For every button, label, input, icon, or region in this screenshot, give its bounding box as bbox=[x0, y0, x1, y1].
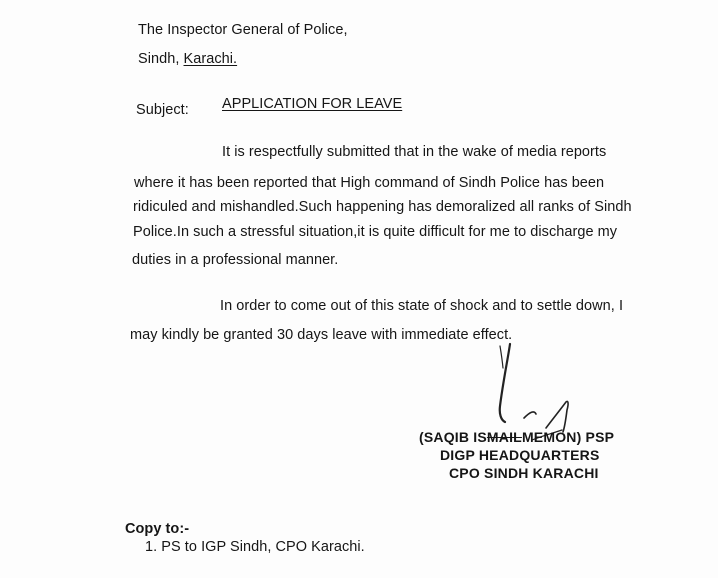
signatory-designation: DIGP HEADQUARTERS bbox=[440, 447, 600, 463]
paragraph-1-line: ridiculed and mishandled.Such happening has demoralized all ranks of Sindh bbox=[133, 199, 632, 215]
paragraph-1-line: duties in a professional manner. bbox=[132, 252, 339, 268]
paragraph-2-line: may kindly be granted 30 days leave with immediate effect. bbox=[130, 327, 513, 343]
addressee-line-1: The Inspector General of Police, bbox=[138, 22, 348, 38]
signatory-office: CPO SINDH KARACHI bbox=[449, 465, 599, 481]
paragraph-1-line: Police.In such a stressful situation,it is quite difficult for me to discharge my bbox=[133, 224, 618, 240]
signatory-name-part-1: (SAQIB IS bbox=[419, 429, 487, 445]
subject-label: Subject: bbox=[136, 102, 189, 118]
copy-to-label: Copy to:- bbox=[125, 521, 190, 537]
signatory-name-part-2: MAIL bbox=[486, 429, 522, 445]
subject-title: APPLICATION FOR LEAVE bbox=[222, 96, 403, 112]
copy-to-item: 1. PS to IGP Sindh, CPO Karachi. bbox=[145, 539, 365, 555]
addressee-city: Karachi. bbox=[183, 51, 238, 67]
addressee-line-2 bbox=[138, 51, 237, 67]
paragraph-2-line: In order to come out of this state of shock and to settle down, I bbox=[220, 298, 624, 314]
signatory-name bbox=[419, 429, 614, 445]
signatory-name-part-3: MEMON) PSP bbox=[521, 429, 615, 445]
addressee-province: Sindh, bbox=[138, 51, 184, 67]
paragraph-1-line: where it has been reported that High command of Sindh Police has been bbox=[134, 175, 605, 191]
paragraph-1-line: It is respectfully submitted that in the wake of media reports bbox=[222, 144, 607, 160]
